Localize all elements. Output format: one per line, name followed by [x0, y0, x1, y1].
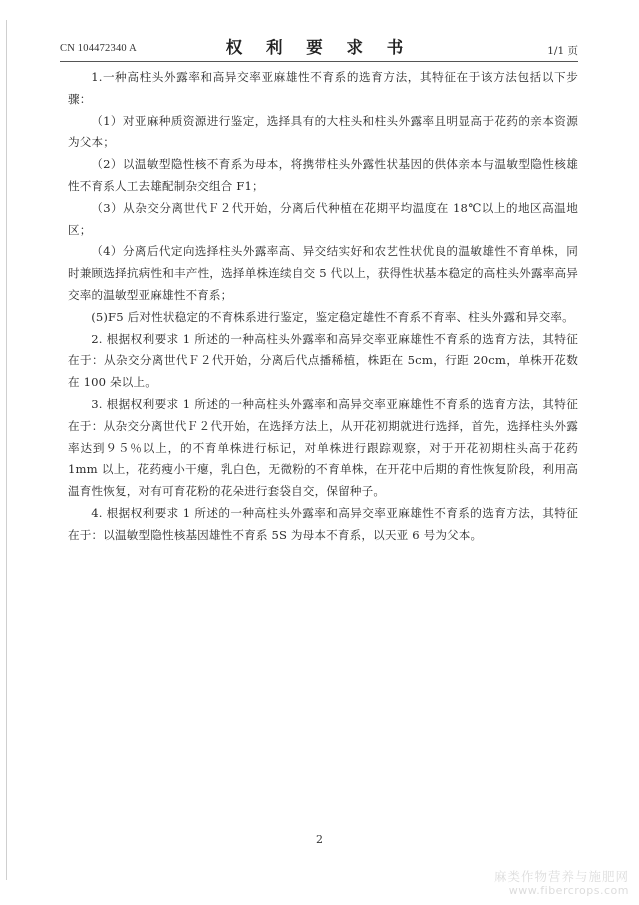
claim-1-step-4: （4）分离后代定向选择柱头外露率高、异交结实好和农艺性状优良的温敏雄性不育单株，同时兼顾选择抗病性和丰产性，选择单株连续自交 5 代以上，获得性状基本稳定的高柱头外露率高异交率的温敏型亚麻雄性不育系； — [68, 244, 578, 302]
watermark-site-name: 麻类作物营养与施肥网 — [493, 869, 629, 884]
watermark-url: www.fibercrops.com — [508, 884, 629, 897]
claim-1-step-3: （3）从杂交分离世代Ｆ２代开始，分离后代种植在花期平均温度在 18℃以上的地区高温地区； — [68, 200, 578, 237]
claim-3: 3. 根据权利要求 1 所述的一种高柱头外露率和高异交率亚麻雄性不育系的选育方法，其特征在于：从杂交分离世代Ｆ２代开始，在选择方法上，从开花初期就进行选择，首先，选择柱头外露率达到９５％以上，的不育单株进行标记，对单株进行跟踪观察，对于开花初期柱头高于花药 1mm 以上，花药瘦小干瘪，乳白色，无微粉的不育单株，在开花中后期的育性恢复阶段，利用高温育性恢复，对有可育花粉的花朵进行套袋自交，保留种子。 — [68, 396, 578, 499]
claim-1-step-2: （2）以温敏型隐性核不育系为母本，将携带柱头外露性状基因的供体亲本与温敏型隐性核雄性不育系人工去雄配制杂交组合 F1； — [68, 157, 578, 193]
claim-1-step-5: (5)F5 后对性状稳定的不育株系进行鉴定，鉴定稳定雄性不育系不育率、柱头外露和异交率。 — [91, 309, 574, 324]
publication-number: CN 104472340 A — [60, 43, 137, 54]
claim-2: 2. 根据权利要求 1 所述的一种高柱头外露率和高异交率亚麻雄性不育系的选育方法，其特征在于：从杂交分离世代Ｆ２代开始，分离后代点播稀植，株距在 5cm，行距 20cm，单株开花数在 100 朵以上。 — [68, 331, 578, 390]
page-edge — [6, 20, 7, 880]
header-divider — [60, 61, 578, 62]
page-number: 2 — [316, 833, 323, 846]
page-count: 1/1 页 — [547, 45, 578, 57]
document-title: 权 利 要 求 书 — [225, 38, 413, 57]
claim-4: 4. 根据权利要求 1 所述的一种高柱头外露率和高异交率亚麻雄性不育系的选育方法，其特征在于：以温敏型隐性核基因雄性不育系 5S 为母本不育系，以天亚 6 号为父本。 — [68, 505, 578, 542]
document-header — [60, 34, 578, 60]
watermark — [494, 870, 629, 898]
claim-1-step-1: （1）对亚麻种质资源进行鉴定，选择具有的大柱头和柱头外露率且明显高于花药的亲本资源为父本； — [68, 113, 578, 150]
claim-1-preamble: 1.一种高柱头外露率和高异交率亚麻雄性不育系的选育方法，其特征在于该方法包括以下步骤： — [68, 70, 578, 106]
claims-body — [68, 67, 578, 547]
